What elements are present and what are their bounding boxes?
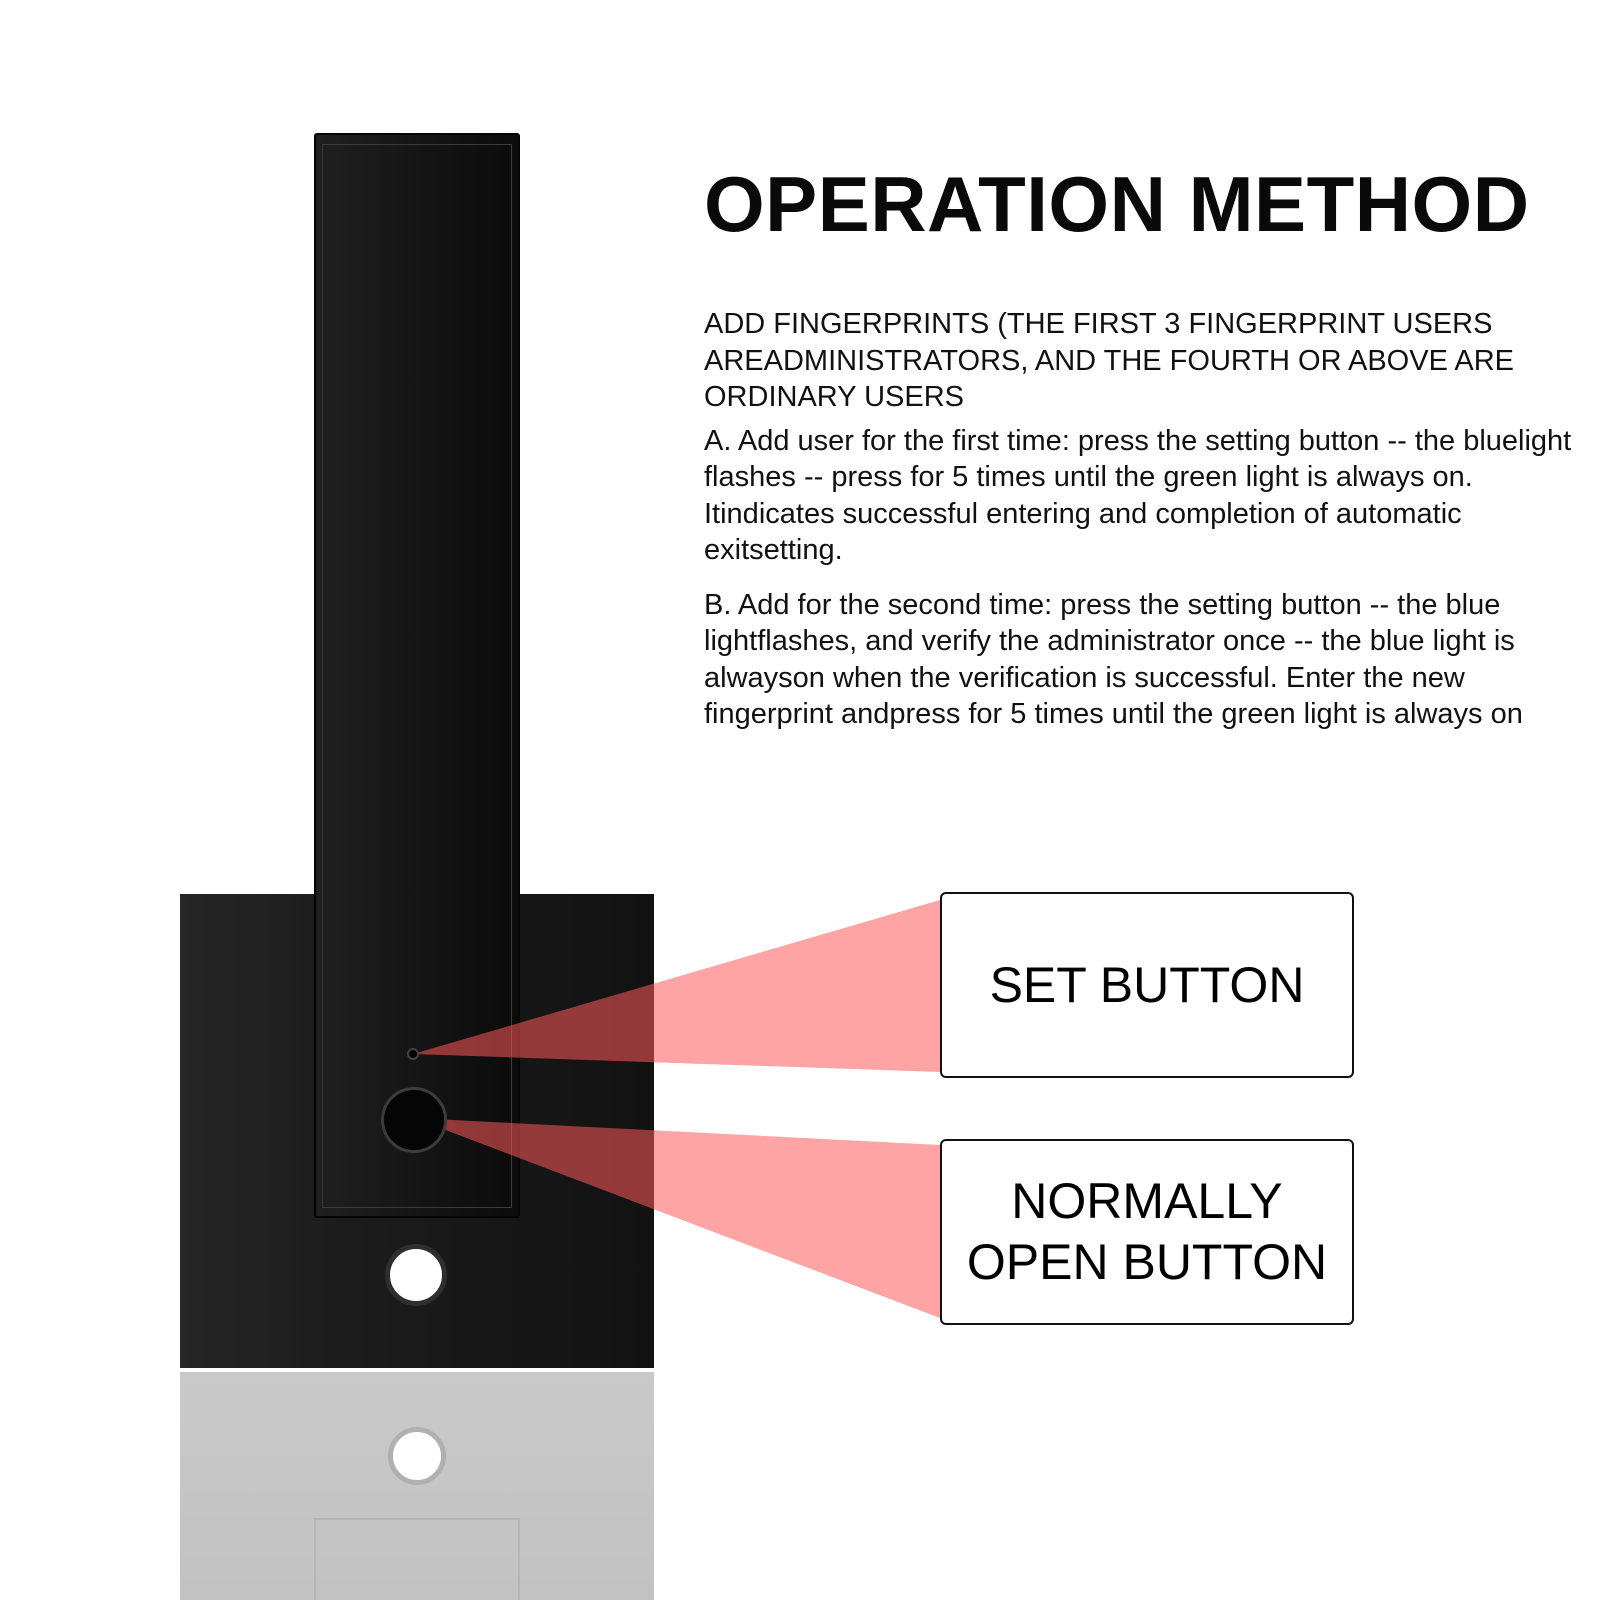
instructions-heading: ADD FINGERPRINTS (THE FIRST 3 FINGERPRINT USERS AREADMINISTRATORS, AND THE FOURTH OR ABOVE ARE ORDINARY USERS xyxy=(704,308,1515,413)
instruction-step-a: A. Add user for the first time: press the setting button -- the bluelight flashes -- press for 5 times until the green light is always on. Itindicates successful entering and completion of automatic exitsetting. xyxy=(704,424,1572,566)
normally-open-button xyxy=(381,1087,447,1153)
instruction-step-b: B. Add for the second time: press the setting button -- the blue lightflashes, and verify the administrator once -- the blue light is alwayson when the verification is successful. Enter the new fingerprint andpress for 5 times until the green light is always on xyxy=(704,588,1523,730)
normally-open-label-line2: OPEN BUTTON xyxy=(966,1234,1328,1290)
normally-open-label-line1: NORMALLY xyxy=(1011,1173,1283,1229)
normally-open-button-callout xyxy=(940,1139,1354,1325)
normally-open-pointer xyxy=(414,1118,940,1318)
set-button-label: SET BUTTON xyxy=(989,956,1305,1013)
instructions xyxy=(704,306,1584,733)
set-button-pointer xyxy=(413,900,940,1072)
page-title: OPERATION METHOD xyxy=(704,160,1530,248)
set-button-hole xyxy=(407,1048,419,1060)
set-button-callout xyxy=(940,892,1354,1078)
